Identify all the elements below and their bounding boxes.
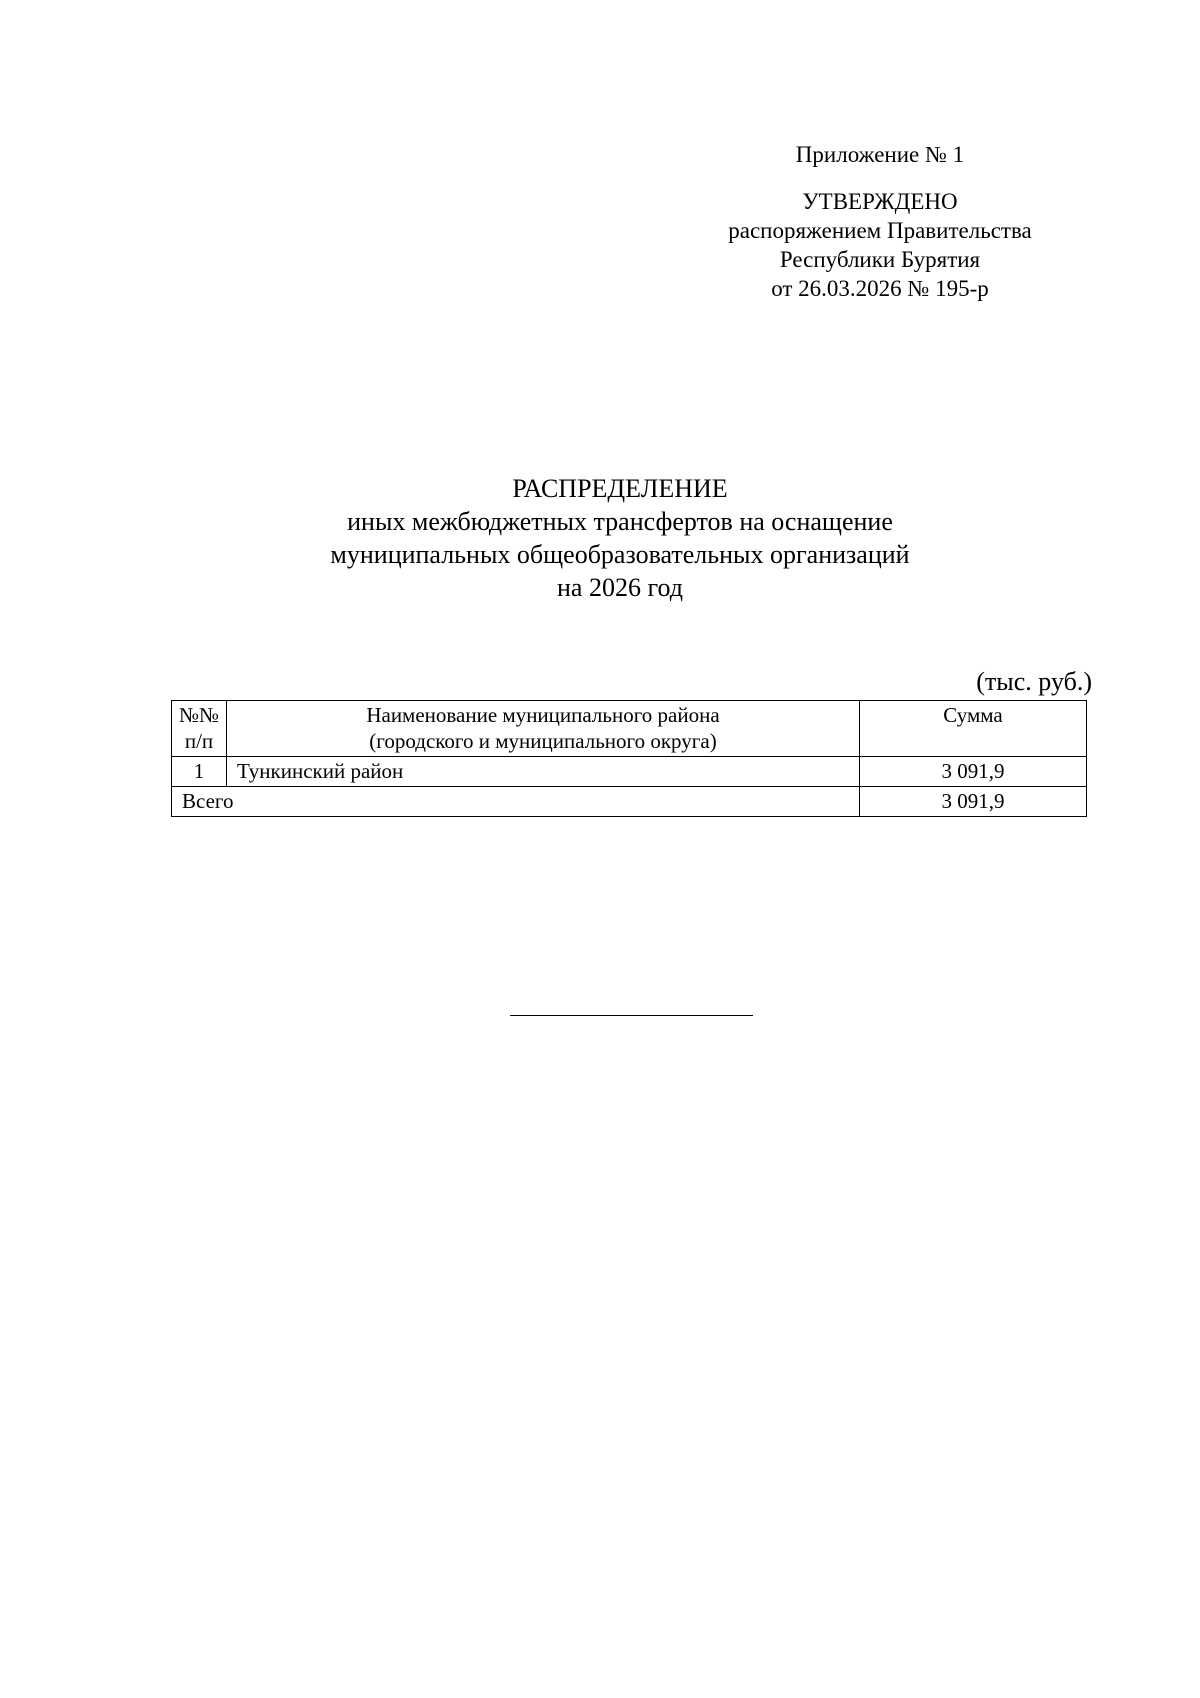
row-sum: 3 091,9 [860, 757, 1087, 787]
approved-label: УТВЕРЖДЕНО [802, 189, 958, 214]
header-number: №№ п/п [172, 701, 227, 757]
annex-number: Приложение № 1 [795, 142, 965, 167]
total-row [172, 787, 1087, 817]
end-divider [510, 1015, 753, 1016]
table-row [172, 757, 1087, 787]
title-line-3: на 2026 год [557, 573, 683, 602]
document-title [200, 472, 1040, 604]
title-heading: РАСПРЕДЕЛЕНИЕ [512, 474, 728, 503]
row-number: 1 [172, 757, 227, 787]
title-line-2: муниципальных общеобразовательных организаций [330, 540, 910, 569]
approval-date: от 26.03.2026 № 195-р [771, 276, 989, 301]
total-label: Всего [172, 787, 860, 817]
title-line-1: иных межбюджетных трансфертов на оснащение [347, 507, 893, 536]
row-district-name: Тункинский район [227, 757, 860, 787]
distribution-table [171, 700, 1087, 817]
header-district-name: Наименование муниципального района (городского и муниципального округа) [227, 701, 860, 757]
units-label: (тыс. руб.) [976, 667, 1092, 696]
approval-block [700, 140, 1060, 303]
header-sum: Сумма [860, 701, 1087, 757]
total-sum: 3 091,9 [860, 787, 1087, 817]
approved-by-region: Республики Бурятия [779, 247, 981, 272]
approved-by-line: распоряжением Правительства [728, 218, 1032, 243]
table-header-row [172, 701, 1087, 757]
